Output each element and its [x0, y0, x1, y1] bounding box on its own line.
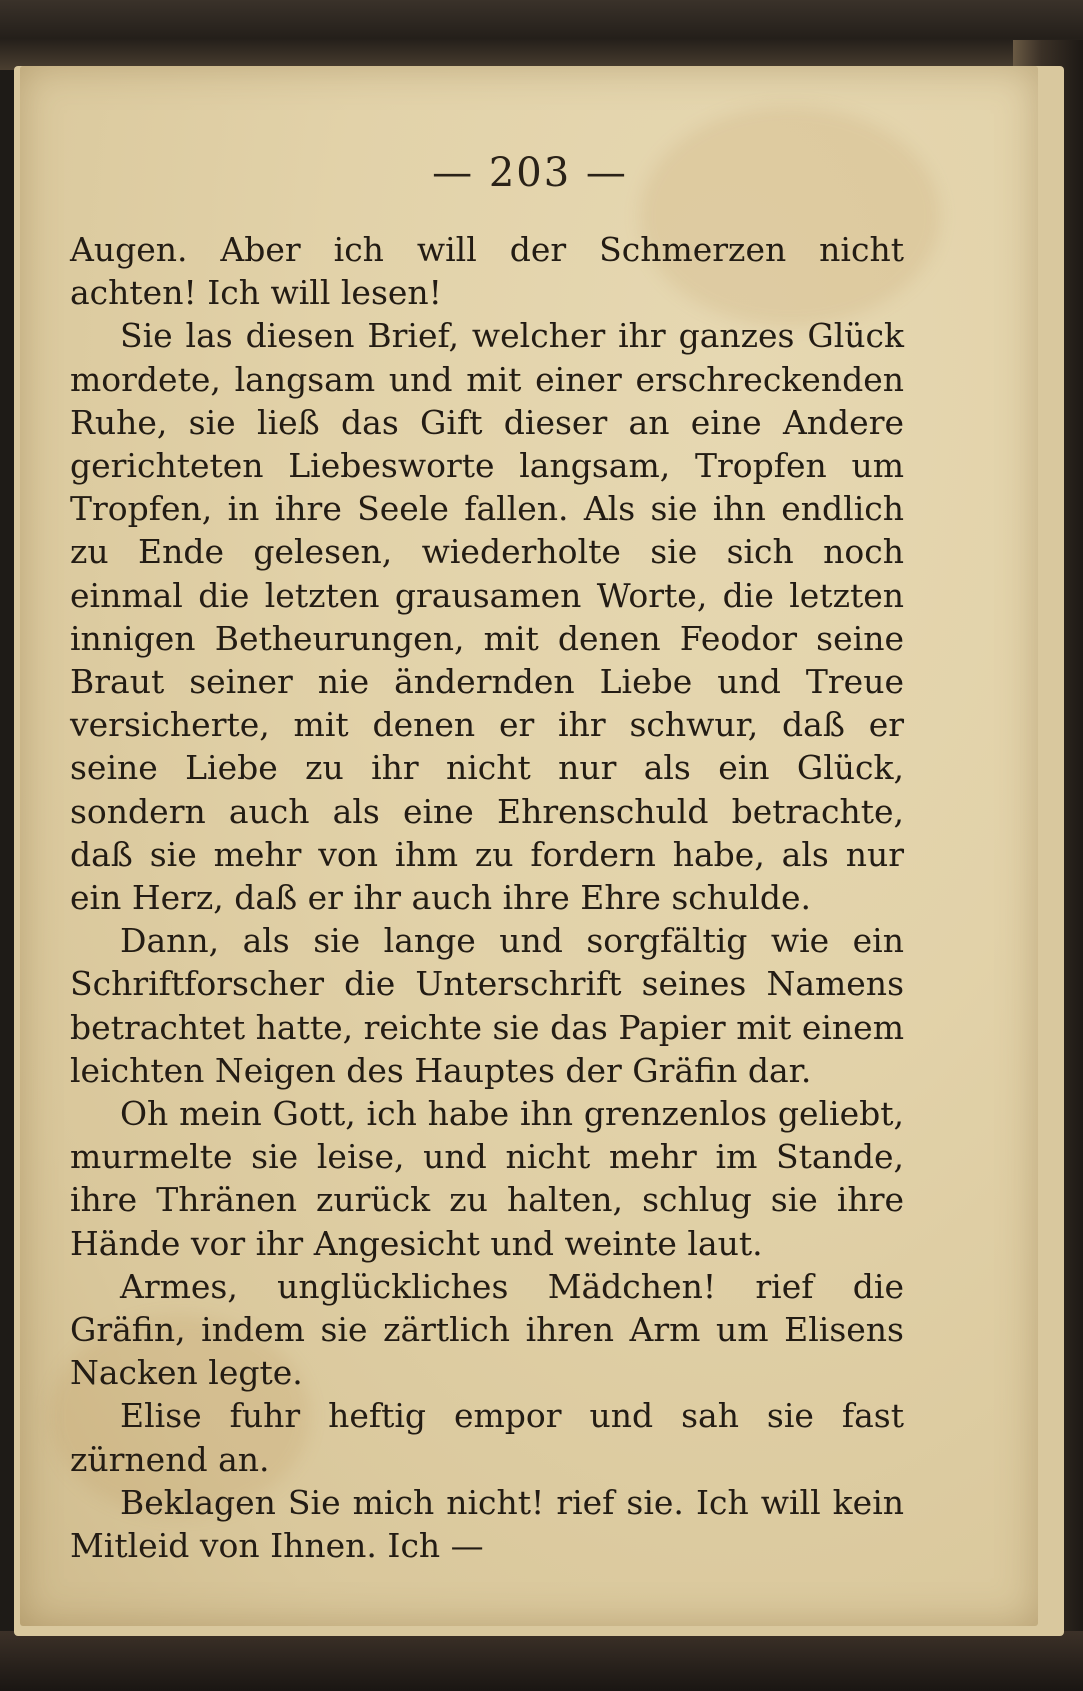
page-number: — 203 — [432, 150, 628, 196]
page-body-text [70, 228, 904, 1567]
paragraph: Sie las diesen Brief, welcher ihr ganzes Glück mordete, langsam und mit einer erschreckenden Ruhe, sie ließ das Gift dieser an eine Andere gerichteten Liebesworte langsam, Tropfen um Tropfen, in ihre Seele fallen. Als sie ihn endlich zu Ende gelesen, wiederholte sie sich noch einmal die letzten grausamen Worte, die letzten innigen Betheurungen, mit denen Feodor seine Braut seiner nie ändernden Liebe und Treue versicherte, mit denen er ihr schwur, daß er seine Liebe zu ihr nicht nur als ein Glück, sondern auch als eine Ehrenschuld betrachte, daß sie mehr von ihm zu fordern habe, als nur ein Herz, daß er ihr auch ihre Ehre schulde. [70, 316, 904, 918]
book-binding-bottom [0, 1631, 1083, 1691]
book-binding-top [0, 0, 1083, 70]
paragraph: Augen. Aber ich will der Schmerzen nicht achten! Ich will lesen! [70, 230, 904, 313]
paragraph: Oh mein Gott, ich habe ihn grenzenlos geliebt, murmelte sie leise, und nicht mehr im Stande, ihre Thränen zurück zu halten, schlug sie ihre Hände vor ihr Angesicht und weinte laut. [70, 1094, 904, 1263]
paragraph: Armes, unglückliches Mädchen! rief die Gräfin, indem sie zärtlich ihren Arm um Elisens Nacken legte. [70, 1266, 904, 1393]
paragraph: Beklagen Sie mich nicht! rief sie. Ich will kein Mitleid von Ihnen. Ich — [70, 1482, 904, 1566]
paragraph: Dann, als sie lange und sorgfältig wie ein Schriftforscher die Unterschrift seines Namens betrachtet hatte, reichte sie das Papier mit einem leichten Neigen des Hauptes der Gräfin dar. [70, 921, 904, 1090]
paragraph: Elise fuhr heftig empor und sah sie fast zürnend an. [70, 1396, 904, 1479]
